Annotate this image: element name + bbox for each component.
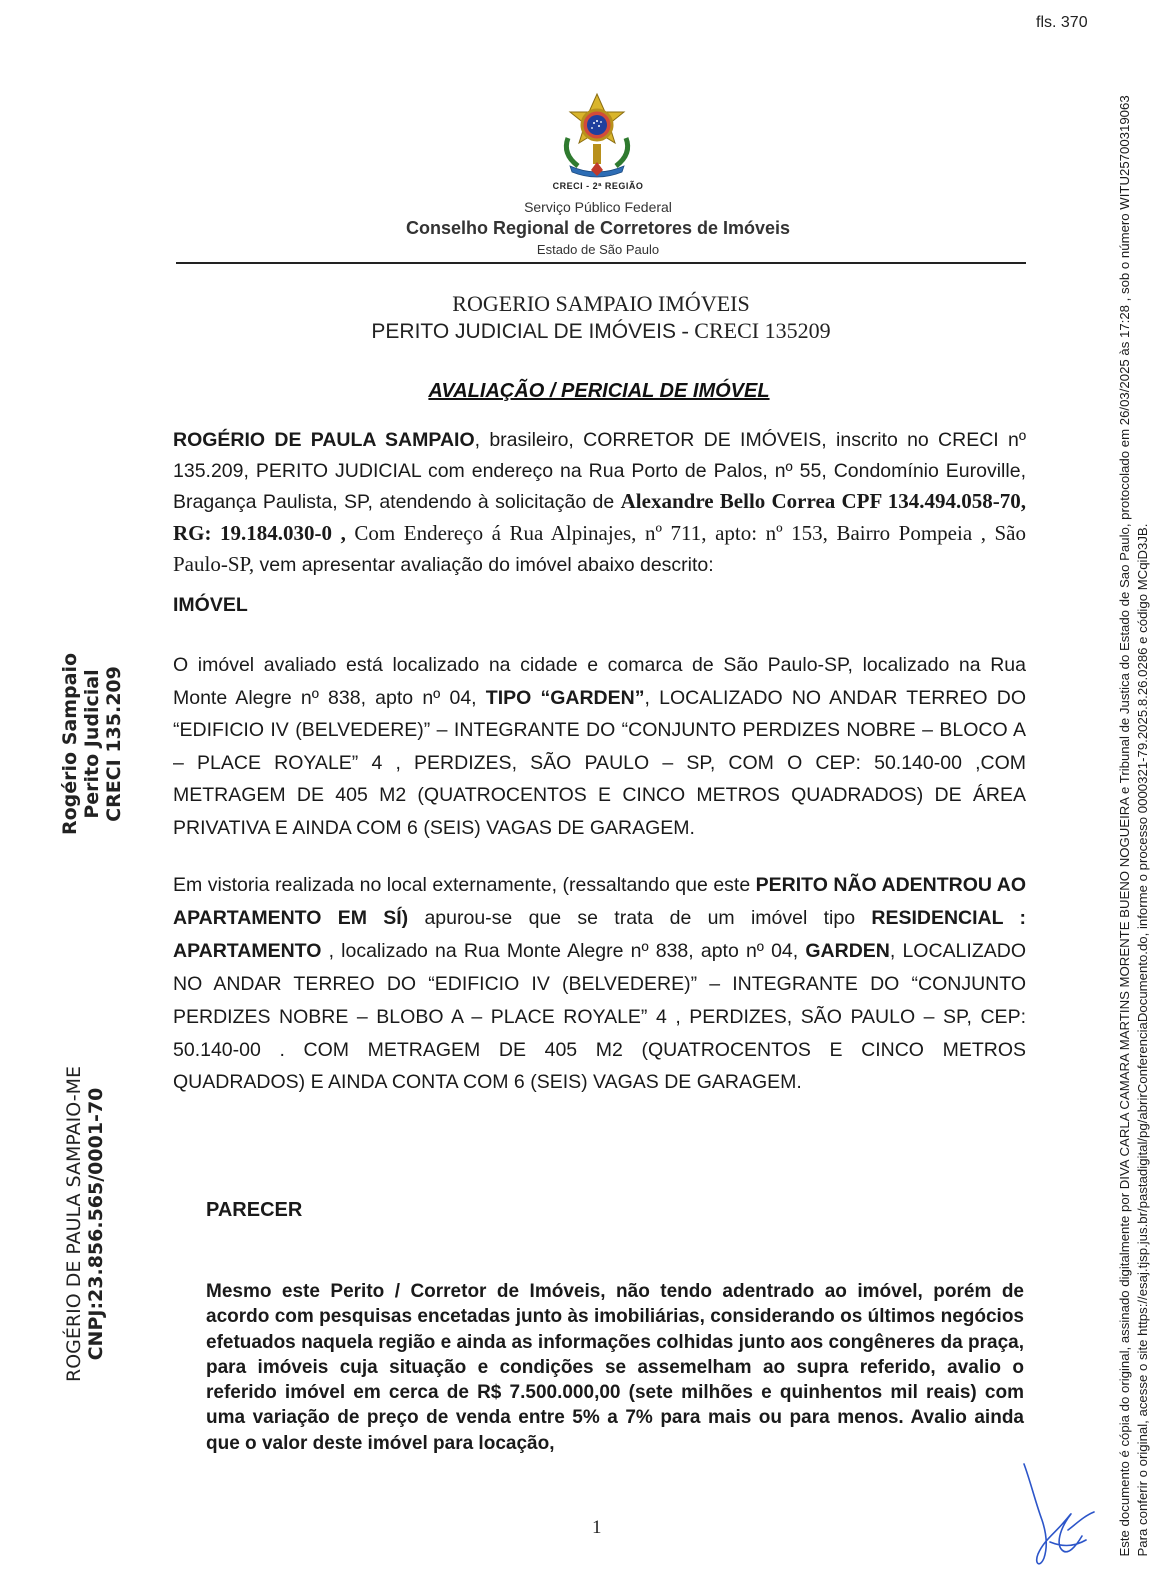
digital-signature-notice <box>1116 12 1152 1557</box>
imovel-text-2: , LOCALIZADO NO ANDAR TERREO DO “EDIFICIO IV (BELVEDERE)” – INTEGRANTE DO “CONJUNTO PERDIZES NOBRE – BLOCO A – PLACE ROYALE” 4 , PERDIZES, SÃO PAULO – SP, COM O CEP: 50.140-00 ,COM METRAGEM DE 405 M2 (QUATROCENTOS E CINCO METROS QUADRADOS) DE ÁREA PRIVATIVA E AINDA COM 6 (SEIS) VAGAS DE GARAGEM. <box>173 686 1026 839</box>
vistoria-paragraph <box>173 869 1026 1099</box>
imovel-bold-type: TIPO “GARDEN” <box>485 686 645 709</box>
company-stamp-cnpj: CNPJ:23.856.565/0001-70 <box>85 1087 107 1361</box>
vistoria-text-2: apurou-se que se trata de um imóvel tipo <box>408 906 872 929</box>
intro-paragraph <box>173 425 1026 581</box>
handwritten-signature-icon <box>1020 1460 1100 1569</box>
page-sheet-label: fls. 370 <box>1036 14 1088 31</box>
intro-client: Alexandre Bello Correa CPF 134.494.058-70, RG: 19.184.030-0 , <box>173 489 1026 545</box>
section-imovel-heading: IMÓVEL <box>173 594 248 616</box>
document-title: AVALIAÇÃO / PERICIAL DE IMÓVEL <box>428 380 770 402</box>
notice-line: Para conferir o original, acesse o site https://esaj.tjsp.jus.br/pastadigital/pg/abrirConferenciaDocumento.do, informe o processo 0000321-79.2025.8.26.0286 e código MCqiD3JB. <box>1135 523 1150 1557</box>
perito-stamp-line: Rogério Sampaio <box>59 652 81 836</box>
perito-stamp <box>59 653 125 835</box>
vistoria-text-3: , localizado na Rua Monte Alegre nº 838, apto nº 04, <box>321 939 806 962</box>
vistoria-bold-3: GARDEN <box>805 939 890 962</box>
firm-name: ROGERIO SAMPAIO IMÓVEIS <box>452 291 750 316</box>
header-council-name: Conselho Regional de Corretores de Imóveis <box>405 218 791 238</box>
intro-text-1: , brasileiro, CORRETOR DE IMÓVEIS, inscrito no CRECI nº 135.209, PERITO JUDICIAL com endereço na Rua Porto de Palos, nº 55, Condomínio Euroville, Bragança Paulista, SP, atendendo à solicitação de <box>173 429 1026 513</box>
intro-name: ROGÉRIO DE PAULA SAMPAIO <box>173 429 475 451</box>
company-stamp-name: ROGÉRIO DE PAULA SAMPAIO-ME <box>63 1066 85 1382</box>
notice-line: Este documento é cópia do original, assinado digitalmente por DIVA CARLA CAMARA MARTINS MORENTE BUENO NOGUEIRA e Tribunal de Justica do Estado de Sao Paulo, protocolado em 26/03/2025 às 17:28 , sob o número WITU25700319063 <box>1117 95 1132 1557</box>
header-state-line: Estado de São Paulo <box>536 242 660 257</box>
brazil-coat-of-arms-icon <box>556 92 638 178</box>
perito-stamp-line: Perito Judicial <box>81 669 103 819</box>
intro-text-2: Com Endereço á Rua Alpinajes, nº 711, apto: nº 153, Bairro Pompeia , São Paulo-SP, <box>173 520 1026 576</box>
perito-stamp-line: CRECI 135.209 <box>103 666 125 822</box>
intro-text-3: vem apresentar avaliação do imóvel abaixo descrito: <box>254 554 714 576</box>
vistoria-text-4: , LOCALIZADO NO ANDAR TERREO DO “EDIFICIO IV (BELVEDERE)” – INTEGRANTE DO “CONJUNTO PERDIZES NOBRE – BLOBO A – PLACE ROYALE” 4 , PERDIZES, SÃO PAULO – SP, CEP: 50.140-00 . COM METRAGEM DE 405 M2 (QUATROCENTOS E CINCO METROS QUADRADOS) E AINDA CONTA COM 6 (SEIS) VAGAS DE GARAGEM. <box>173 939 1026 1094</box>
parecer-paragraph: Mesmo este Perito / Corretor de Imóveis, não tendo adentrado ao imóvel, porém de acordo com pesquisas encetadas junto às imobiliárias, considerando os últimos negócios efetuados naquela região e ainda as informações colhidas junto aos congêneres da praça, para imóveis cuja situação e condições se assemelham ao supra referido, avalio o referido imóvel em cerca de R$ 7.500.000,00 (sete milhões e quinhentos mil reais) com uma variação de preço de venda entre 5% a 7% para mais ou para menos. Avalio ainda que o valor deste imóvel para locação, <box>206 1281 1024 1454</box>
imovel-text-1: O imóvel avaliado está localizado na cidade e comarca de São Paulo-SP, localizado na Rua Monte Alegre nº 838, apto nº 04, <box>173 654 1026 709</box>
vistoria-bold-1: PERITO NÃO ADENTROU AO APARTAMENTO EM SÍ) <box>173 874 1026 929</box>
imovel-paragraph <box>173 649 1026 845</box>
header-divider <box>176 262 1026 264</box>
vistoria-text-1: Em vistoria realizada no local externamente, (ressaltando que este <box>173 874 756 896</box>
page-number: 1 <box>592 1517 602 1538</box>
creci-region-label: CRECI - 2ª REGIÃO <box>552 181 644 191</box>
company-stamp <box>63 1066 107 1382</box>
firm-subtitle <box>0 318 1170 344</box>
header-service-line: Serviço Público Federal <box>524 199 672 215</box>
firm-subtitle-creci: - CRECI 135209 <box>675 318 831 343</box>
vistoria-bold-2: RESIDENCIAL : APARTAMENTO <box>173 906 1026 962</box>
section-parecer-heading: PARECER <box>206 1199 303 1221</box>
firm-subtitle-role: PERITO JUDICIAL DE IMÓVEIS <box>371 320 676 343</box>
